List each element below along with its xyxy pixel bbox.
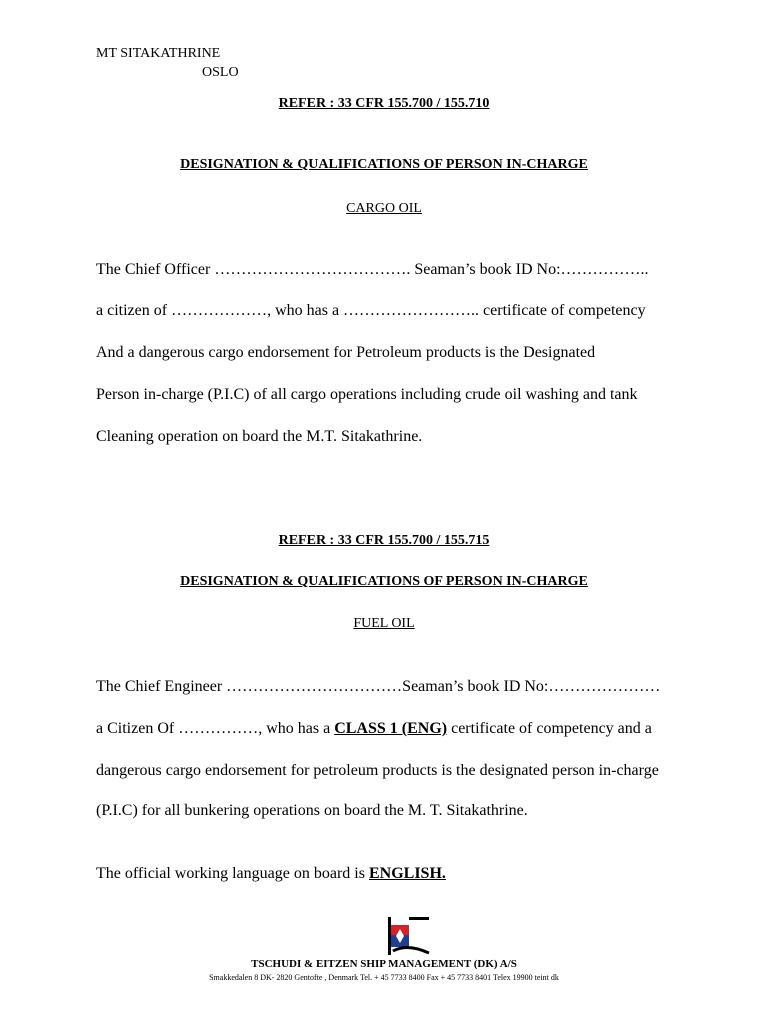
- cargo-refer-text: REFER : 33 CFR 155.700 / 155.710: [278, 96, 490, 111]
- fuel-subheading: [0, 616, 768, 632]
- official-language-line: [96, 865, 446, 883]
- cargo-heading: [0, 157, 768, 173]
- fuel-line-2-end: certificate of competency and a: [447, 720, 652, 737]
- fuel-refer: [0, 533, 768, 549]
- fuel-line-4: (P.I.C) for all bunkering operations on board the M. T. Sitakathrine.: [96, 802, 528, 819]
- company-logo: [385, 915, 431, 957]
- cargo-line-2: a citizen of ………………, who has a …………………….. certificate of competency: [96, 302, 646, 319]
- fuel-heading-text: DESIGNATION & QUALIFICATIONS OF PERSON IN-CHARGE: [180, 574, 588, 589]
- official-language-value: ENGLISH.: [368, 865, 446, 882]
- company-name: TSCHUDI & EITZEN SHIP MANAGEMENT (DK) A/S: [251, 958, 517, 970]
- cargo-heading-text: DESIGNATION & QUALIFICATIONS OF PERSON IN-CHARGE: [180, 157, 588, 172]
- port-name: OSLO: [202, 65, 239, 80]
- company-address: Smakkedalen 8 DK- 2820 Gentofte , Denmark Tel. + 45 7733 8400 Fax + 45 7733 8401 Telex 19900 teint dk: [209, 973, 559, 982]
- fuel-line-2-start: a Citizen Of ……………, who has a: [96, 720, 335, 737]
- fuel-heading: [0, 574, 768, 590]
- fuel-line-2: [96, 720, 652, 738]
- fuel-refer-text: REFER : 33 CFR 155.700 / 155.715: [278, 533, 490, 548]
- cargo-line-1: The Chief Officer ………………………………. Seaman’s book ID No:……………..: [96, 261, 649, 278]
- cargo-line-3: And a dangerous cargo endorsement for Petroleum products is the Designated: [96, 344, 596, 361]
- fuel-line-3: dangerous cargo endorsement for petroleum products is the designated person in-charge: [96, 762, 659, 779]
- cargo-subheading: [0, 201, 768, 217]
- class-1-eng-text: CLASS 1 (ENG): [334, 720, 448, 737]
- cargo-refer: [0, 96, 768, 112]
- ship-name: MT SITAKATHRINE: [96, 46, 221, 61]
- cargo-line-5: Cleaning operation on board the M.T. Sitakathrine.: [96, 428, 423, 445]
- cargo-subheading-text: CARGO OIL: [346, 201, 422, 216]
- fuel-line-1: The Chief Engineer ……………………………Seaman’s book ID No:…………………: [96, 678, 661, 695]
- cargo-line-4: Person in-charge (P.I.C) of all cargo operations including crude oil washing and tank: [96, 386, 638, 403]
- fuel-subheading-text: FUEL OIL: [353, 616, 415, 631]
- official-language-prefix: The official working language on board is: [96, 865, 369, 882]
